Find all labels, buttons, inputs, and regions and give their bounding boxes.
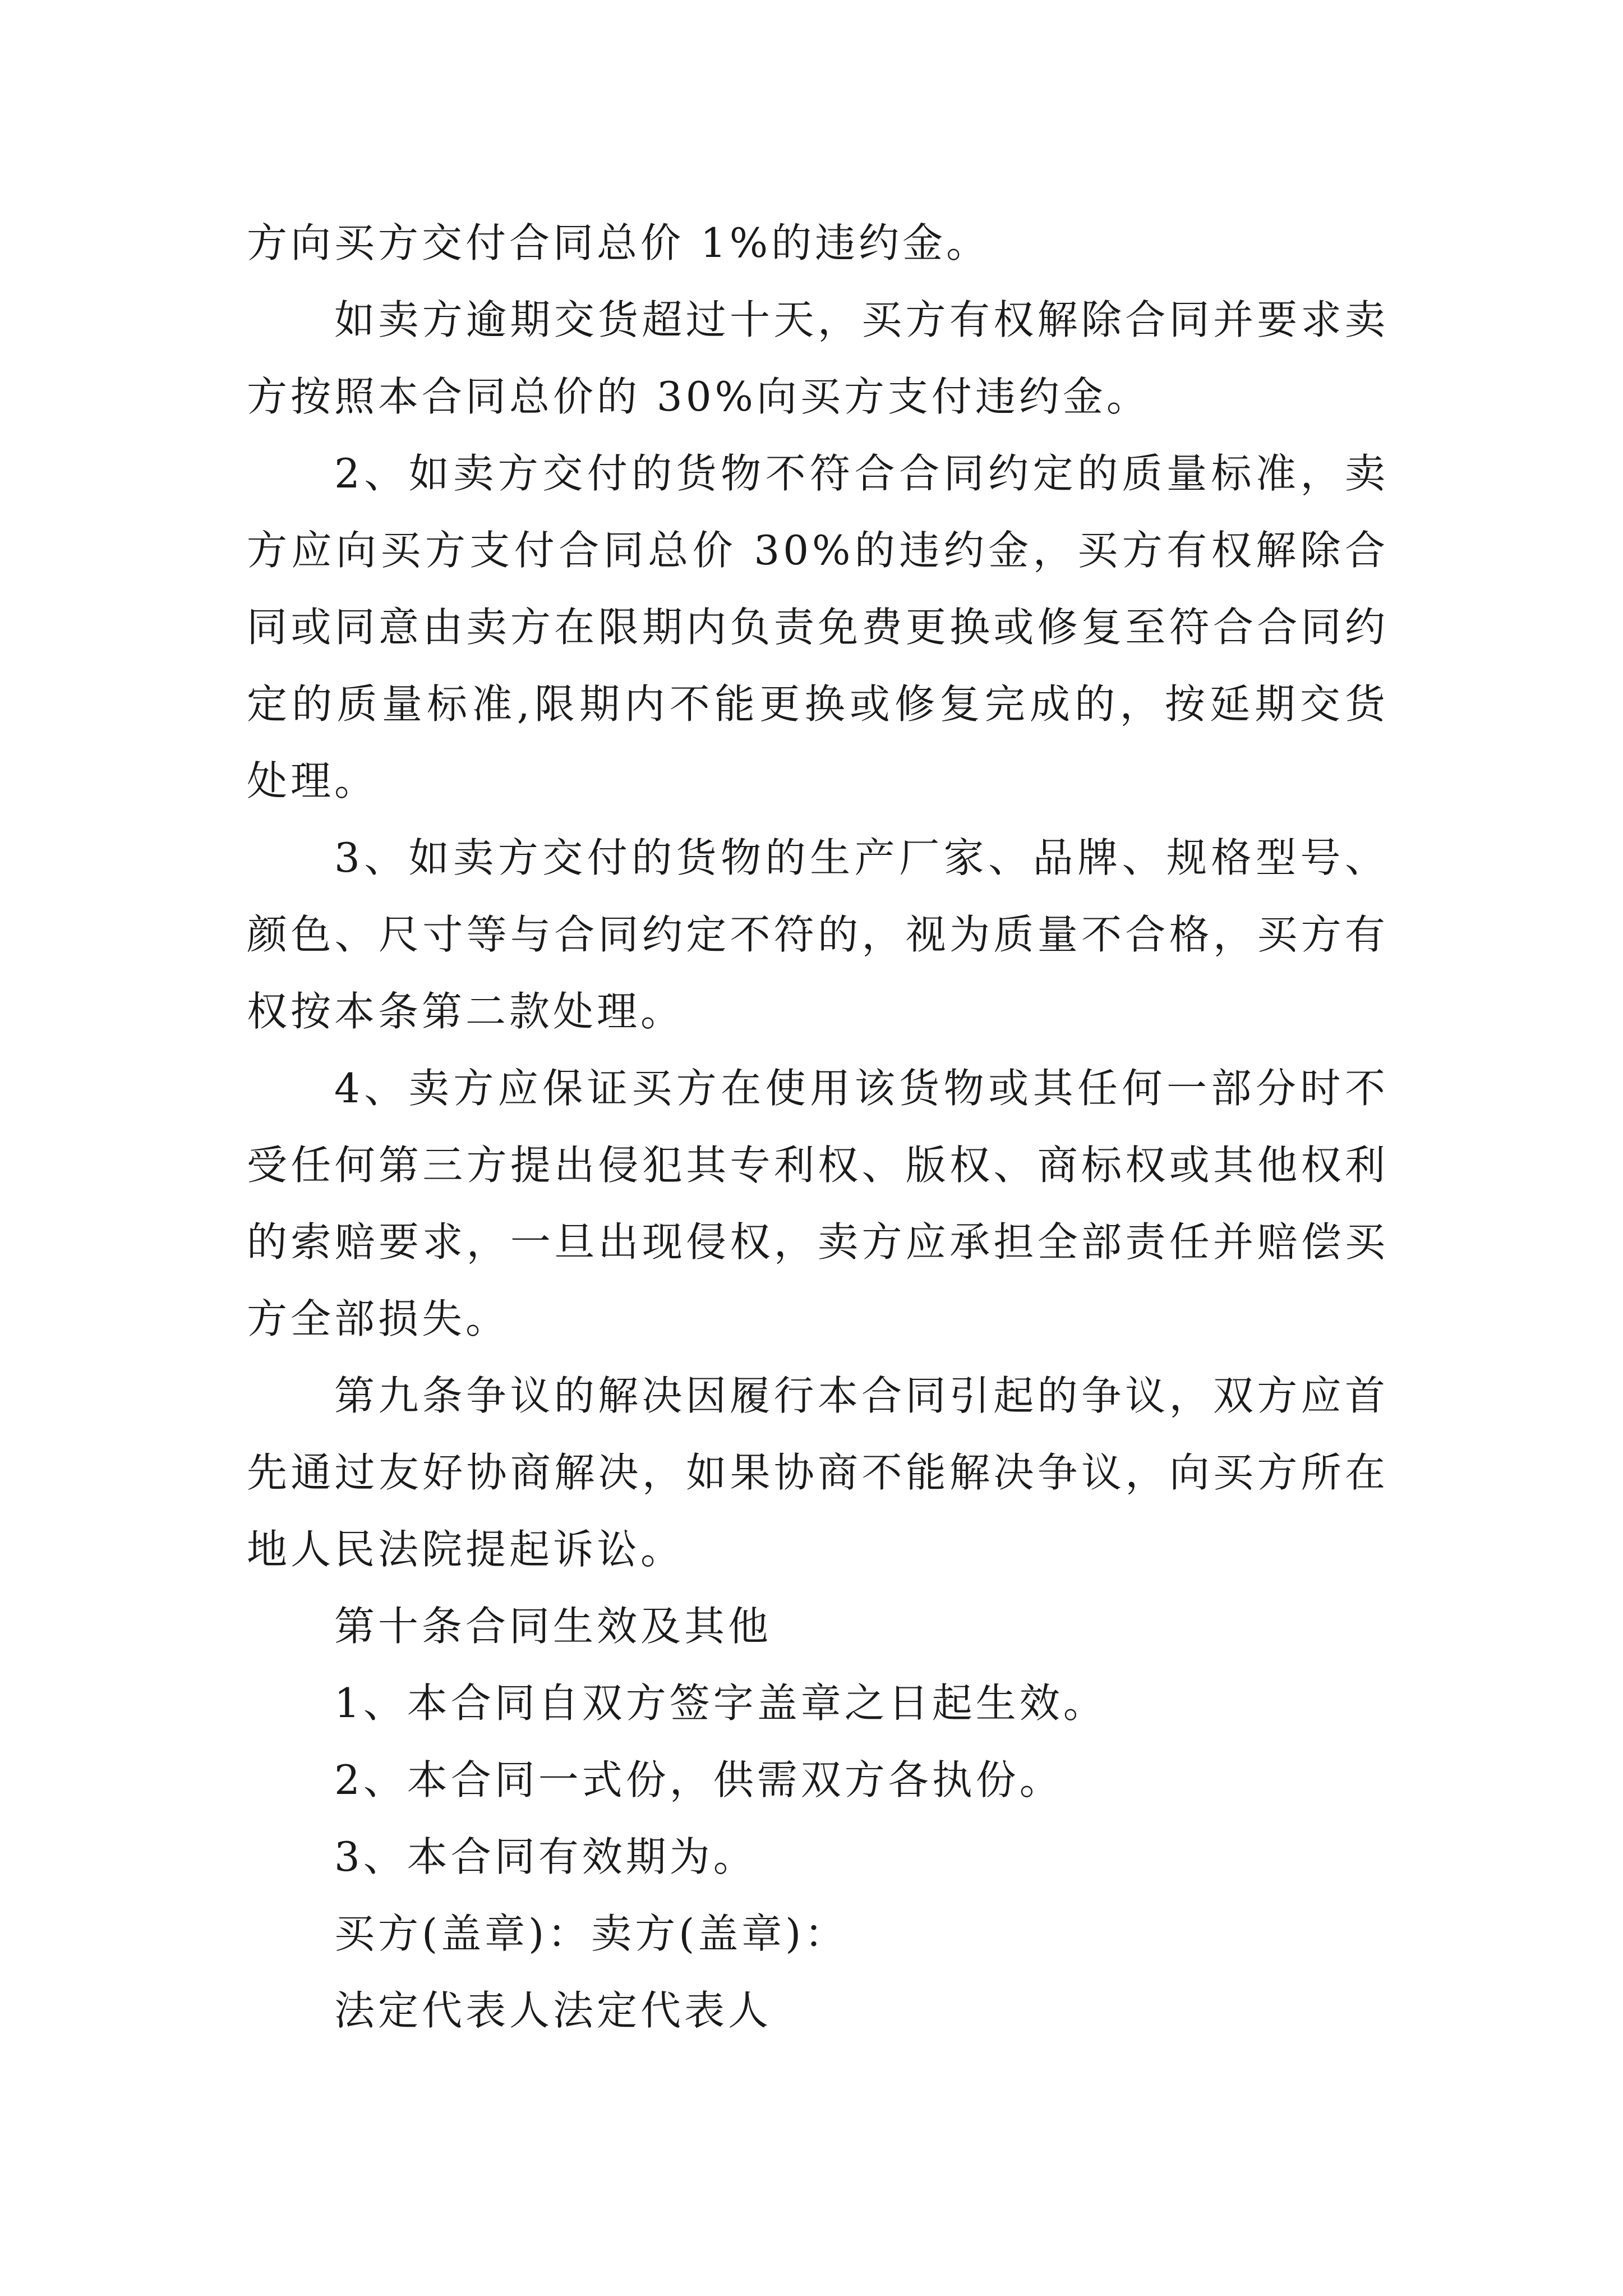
paragraph-clause-4-infringement: 4、卖方应保证买方在使用该货物或其任何一部分时不受任何第三方提出侵犯其专利权、版权、商标权或其他权利的索赔要求，一旦出现侵权，卖方应承担全部责任并赔偿买方全部损失。: [247, 1065, 1389, 1342]
paragraph-article-9-disputes: 第九条争议的解决因履行本合同引起的争议，双方应首先通过友好协商解决，如果协商不能解决争议，向买方所在地人民法院提起诉讼。: [247, 1372, 1389, 1573]
paragraph-article-10-item-2: 2、本合同一式份，供需双方各执份。: [334, 1756, 1063, 1803]
paragraph-article-10-item-3: 3、本合同有效期为。: [334, 1833, 757, 1880]
signature-seal-line: 买方(盖章)：卖方(盖章)：: [334, 1910, 849, 1957]
paragraph-late-delivery: 如卖方逾期交货超过十天，买方有权解除合同并要求卖方按照本合同总价的 30%向买方支付违约金。: [247, 296, 1389, 420]
paragraph-clause-3-specification: 3、如卖方交付的货物的生产厂家、品牌、规格型号、颜色、尺寸等与合同约定不符的，视为质量不合格，买方有权按本条第二款处理。: [247, 834, 1389, 1035]
paragraph-penalty-continuation: 方向买方交付合同总价 1%的违约金。: [247, 219, 990, 266]
heading-article-10: 第十条合同生效及其他: [334, 1603, 772, 1650]
paragraph-clause-2-quality: 2、如卖方交付的货物不符合合同约定的质量标准，卖方应向买方支付合同总价 30%的违约金，买方有权解除合同或同意由卖方在限期内负责免费更换或修复至符合合同约定的质量标准,限期内不能更换或修复完成的，按延期交货处理。: [247, 450, 1389, 804]
paragraph-article-10-item-1: 1、本合同自双方签字盖章之日起生效。: [334, 1680, 1107, 1727]
document-body: [247, 205, 1389, 2049]
legal-representative-line: 法定代表人法定代表人: [334, 1987, 772, 2034]
